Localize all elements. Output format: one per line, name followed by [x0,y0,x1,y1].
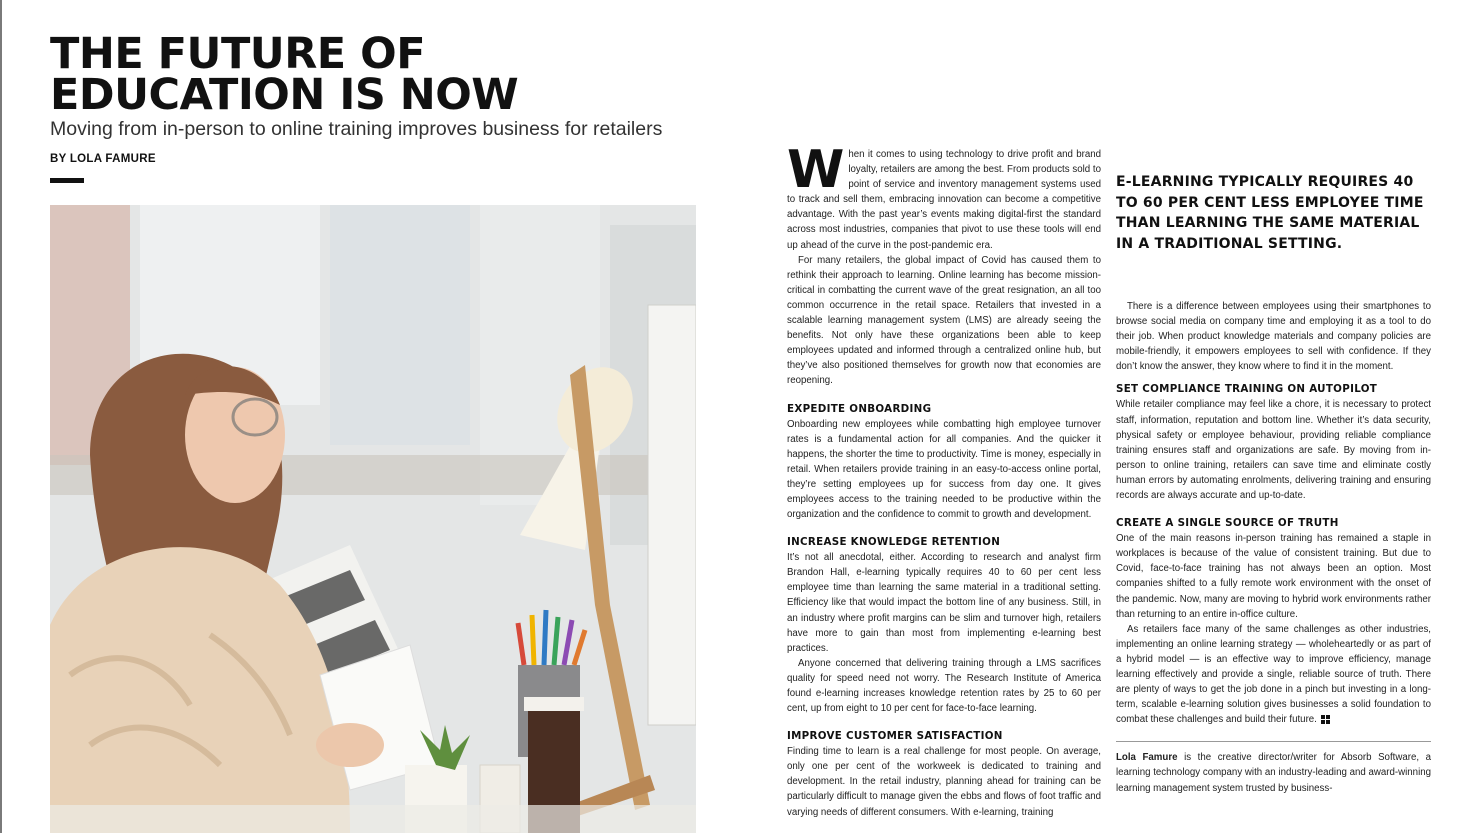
title-line-2: EDUCATION IS NOW [50,70,519,120]
byline: BY LOLA FAMURE [50,153,156,165]
article-subtitle: Moving from in-person to online training improves business for retailers [50,118,663,140]
retention-paragraph-1: It’s not all anecdotal, either. According to research and analyst firm Brandon Hall, e-learning typically requires 40 to 60 per cent less employee time than learning the same material in a traditional setting. Efficiency like that would impact the bottom line of any business. Still, in an industry where profit margins can be slim and turnover high, retailers have more to gain than most from implementing e-learning best practices. [787,552,1101,654]
heading-single-source: CREATE A SINGLE SOURCE OF TRUTH [1116,517,1339,530]
section-gap [787,716,1101,729]
compliance-paragraph: While retailer compliance may feel like a chore, it is necessary to protect staff, information, reputation and bottom line. Whether it’s data security, physical safety or employee behaviour, providing reliable compliance training ensures staff and organizations are safe. By moving from in-person to online training, retailers can save time and eliminate costly human errors by automating enrolments, delivering training and ensuring records are always accurate and up-to-date. [1116,399,1431,502]
photo-illustration [50,205,696,833]
satisfaction-paragraph: Finding time to learn is a real challenge for most people. On average, only one per cent of the workweek is dedicated to training and development. In the retail industry, planning ahead for training can be particularly difficult to manage given the ebbs and flows of foot traffic and varying needs of different consumers. With e-learning, training [787,746,1101,818]
bio-rule [1116,741,1431,742]
pull-quote: E-LEARNING TYPICALLY REQUIRES 40 TO 60 PER CENT LESS EMPLOYEE TIME THAN LEARNING THE SAME MATERIAL IN A TRADITIONAL SETTING. [1116,174,1424,252]
article-title [50,29,519,120]
author-bio-text: is the creative director/writer for Absorb Software, a learning technology company with an industry-leading and award-winning learning management system trusted by business- [1116,752,1431,794]
truth-paragraph-1: One of the main reasons in-person training has remained a staple in workplaces is because of the value of consistent training. But due to Covid, face-to-face training has not always been an option. Most companies shifted to a fully remote work environment with the onset of the pandemic. Now, many are moving to hybrid work environments rather than returning to an entire in-office culture. [1116,533,1431,620]
section-gap [787,522,1101,535]
column-right [1116,299,1431,796]
end-mark-icon [1321,715,1330,724]
section-gap [787,389,1101,402]
intro-paragraph-1: hen it comes to using technology to drive profit and brand loyalty, retailers are among the best. From products sold to point of service and inventory management systems used to track and sell them, embracing innovation can become a competitive advantage. With the past year’s events making digital-first the standard across most industries, companies that pivot to use these tools will end up ahead of the curve in the post-pandemic era. [787,149,1101,251]
intro-paragraph-2: For many retailers, the global impact of Covid has caused them to rethink their approach to learning. Online learning has become mission-critical in combatting the current wave of the great resignation, an all too common occurrence in the retail space. Retailers that invested in a scalable learning management system (LMS) are already seeing the benefits. Not only have these organizations been able to keep employees updated and informed through a centralized online hub, but they’ve also positioned themselves for growth now that economies are reopening. [787,254,1101,387]
author-bio [1116,750,1431,795]
heading-expedite-onboarding: EXPEDITE ONBOARDING [787,402,932,415]
section-gap [1116,374,1431,382]
page-edge [0,0,2,833]
onboarding-paragraph: Onboarding new employees while combatting high employee turnover rates is a fundamental action for all companies. And the quicker it happens, the shorter the time to productivity. Time is money, especially in retail. When retailers provide training in an easy-to-access online portal, they’re setting employees up for success from day one. It gives employees access to the training needed to be productive within the organization and the confidence to commit to growth and development. [787,418,1101,521]
section-gap [1116,503,1431,516]
heading-compliance-training: SET COMPLIANCE TRAINING ON AUTOPILOT [1116,383,1378,396]
byline-rule [50,178,84,183]
retention-paragraph-2: Anyone concerned that delivering training through a LMS sacrifices quality for speed need not worry. The Research Institute of America found e-learning increases knowledge retention rates by 25 to 60 per cent, up from eight to 10 per cent for face-to-face learning. [787,657,1101,715]
mobile-paragraph: There is a difference between employees using their smartphones to browse social media on company time and employing it as a tool to do their job. When product knowledge materials and company policies are mobile-friendly, it empowers employees to sell with confidence. If they don’t know the answer, they know where to find it in the moment. [1116,301,1431,373]
title-line-1: THE FUTURE OF [50,29,426,79]
article-photo [50,205,696,833]
heading-knowledge-retention: INCREASE KNOWLEDGE RETENTION [787,536,1001,549]
drop-cap: W [787,140,845,200]
truth-paragraph-2-text: As retailers face many of the same challenges as other industries, implementing an online learning strategy — wholeheartedly or as part of a hybrid model — is an effective way to improve efficiency, manage learning effectively and provide a single, reliable source of truth. There are plenty of ways to get the job done in a pinch but investing in a long-term, scalable e-learning solution gives businesses a solid foundation to combat these challenges and build their future. [1116,623,1431,726]
heading-customer-satisfaction: IMPROVE CUSTOMER SATISFACTION [787,730,1003,743]
author-name: Lola Famure [1116,752,1178,764]
column-left [787,140,1101,820]
truth-paragraph-2 [1116,622,1431,728]
